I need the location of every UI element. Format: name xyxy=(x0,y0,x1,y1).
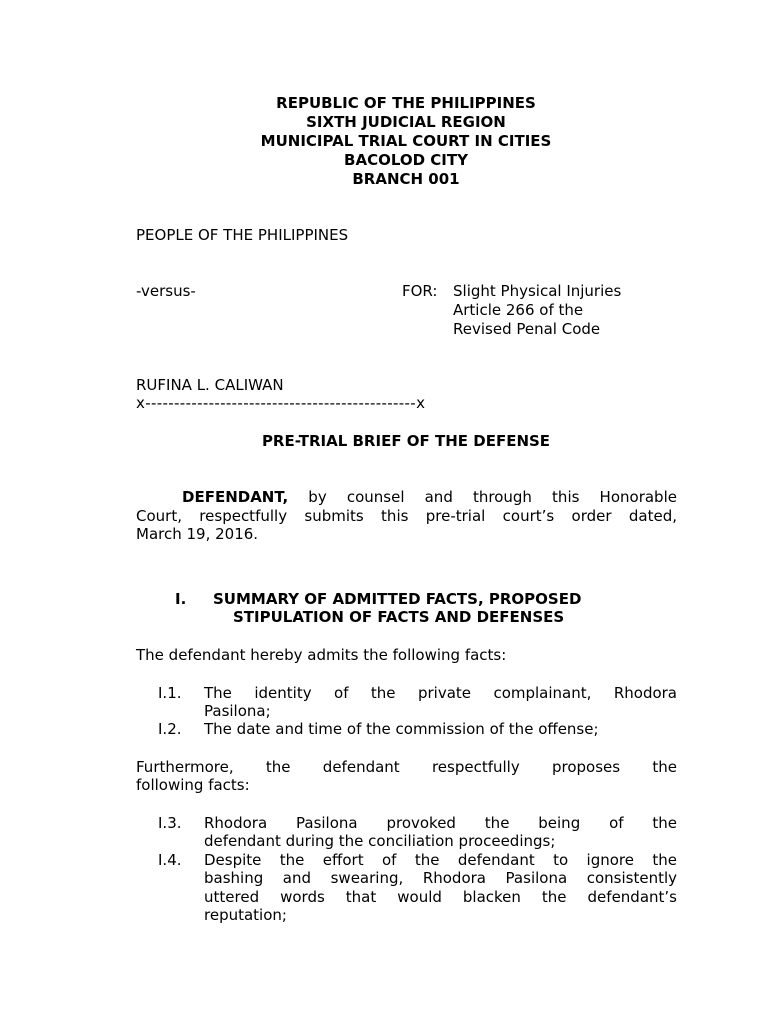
header-republic: REPUBLIC OF THE PHILIPPINES xyxy=(276,94,536,112)
intro-line-1 xyxy=(182,488,677,507)
section-numeral: I. xyxy=(175,590,187,608)
item-text-line: defendant during the conciliation proceedings; xyxy=(204,832,556,850)
charge-line-2: Article 266 of the xyxy=(453,301,584,319)
intro-line-1-text: by counsel and through this Honorable xyxy=(308,488,677,506)
proposes-line-1: Furthermore, the defendant respectfully proposes the xyxy=(136,758,677,776)
item-text-line: Despite the effort of the defendant to ignore the xyxy=(204,851,677,869)
item-text-line: bashing and swearing, Rhodora Pasilona consistently xyxy=(204,869,677,887)
intro-lead: DEFENDANT, xyxy=(182,488,289,506)
section-heading-line-1: SUMMARY OF ADMITTED FACTS, PROPOSED xyxy=(213,590,582,608)
item-text-line: Pasilona; xyxy=(204,702,271,720)
intro-line-3: March 19, 2016. xyxy=(136,525,259,543)
header-court: MUNICIPAL TRIAL COURT IN CITIES xyxy=(260,132,552,150)
for-label: FOR: xyxy=(402,282,438,300)
item-text-line: uttered words that would blacken the defendant’s xyxy=(204,888,677,906)
item-text-line: The date and time of the commission of the offense; xyxy=(204,720,599,738)
item-text-line: Rhodora Pasilona provoked the being of the xyxy=(204,814,677,832)
header-region: SIXTH JUDICIAL REGION xyxy=(306,113,506,131)
item-number: I.1. xyxy=(158,684,182,702)
item-number: I.2. xyxy=(158,720,182,738)
item-number: I.3. xyxy=(158,814,182,832)
item-text-line: reputation; xyxy=(204,906,287,924)
admits-intro: The defendant hereby admits the following facts: xyxy=(136,646,507,664)
section-heading-line-2: STIPULATION OF FACTS AND DEFENSES xyxy=(233,608,565,626)
item-number: I.4. xyxy=(158,851,182,869)
versus-label: -versus- xyxy=(136,282,196,300)
charge-line-1: Slight Physical Injuries xyxy=(453,282,622,300)
header-city: BACOLOD CITY xyxy=(344,151,468,169)
header-branch: BRANCH 001 xyxy=(352,170,460,188)
intro-line-2: Court, respectfully submits this pre-trial court’s order dated, xyxy=(136,507,677,525)
plaintiff-name: PEOPLE OF THE PHILIPPINES xyxy=(136,226,349,244)
document-title: PRE-TRIAL BRIEF OF THE DEFENSE xyxy=(261,432,551,450)
proposes-line-2: following facts: xyxy=(136,776,250,794)
charge-line-3: Revised Penal Code xyxy=(453,320,601,338)
defendant-name: RUFINA L. CALIWAN xyxy=(136,376,284,394)
caption-separator: x-----------------------------------------------x xyxy=(136,394,426,412)
item-text-line: The identity of the private complainant, Rhodora xyxy=(204,684,677,702)
